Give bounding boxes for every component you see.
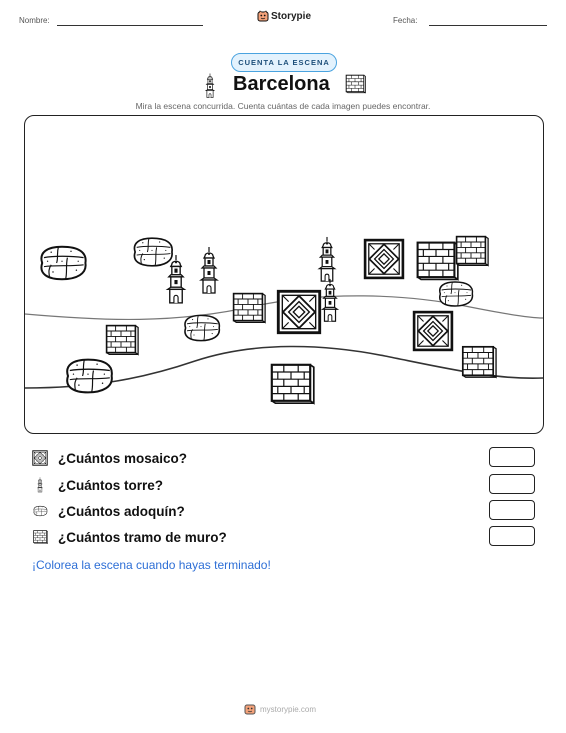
date-label: Fecha: [393, 16, 418, 25]
coloring-note: ¡Colorea la escena cuando hayas terminado! [32, 558, 271, 572]
question-tower [32, 476, 163, 494]
question-text: ¿Cuántos mosaico? [58, 450, 188, 466]
storypie-icon [257, 10, 269, 22]
mosaic-1 [365, 240, 403, 278]
cobblestone-2 [134, 238, 172, 266]
tower-icon [32, 477, 48, 493]
brick-wall-icon [32, 529, 48, 545]
name-label: Nombre: [19, 16, 50, 25]
answer-box-tower[interactable] [489, 474, 535, 494]
name-field[interactable] [57, 25, 203, 26]
tower-3 [319, 237, 334, 281]
wall-2 [457, 237, 489, 266]
brand-logo [257, 10, 311, 22]
date-field[interactable] [429, 25, 547, 26]
cobblestone-1 [41, 247, 85, 279]
instructions: Mira la escena concurrida. Cuenta cuántas de cada imagen puedes encontrar. [135, 101, 431, 111]
activity-badge: CUENTA LA ESCENA [231, 53, 337, 72]
footer-site: mystorypie.com [260, 704, 317, 714]
question-text: ¿Cuántos tramo de muro? [58, 529, 227, 545]
cobblestone-5 [67, 360, 112, 393]
scene-panel [24, 115, 544, 434]
cobblestone-3 [185, 315, 219, 340]
page-title: Barcelona [233, 73, 330, 95]
storypie-icon [244, 703, 256, 715]
question-cobblestone [32, 502, 185, 520]
wall-6 [272, 365, 314, 403]
mosaic-2 [278, 291, 319, 332]
question-mosaic [32, 449, 187, 467]
scene-illustration [25, 116, 543, 433]
cobblestone-4 [440, 282, 473, 306]
question-text: ¿Cuántos torre? [58, 477, 164, 493]
brick-wall-icon [344, 74, 366, 94]
wall-5 [463, 347, 496, 377]
tower-4 [323, 279, 338, 321]
tower-1 [168, 255, 185, 303]
wall-3 [234, 294, 266, 323]
cobblestone-icon [32, 503, 48, 519]
wall-1 [418, 243, 458, 280]
wall-4 [107, 326, 139, 355]
question-text: ¿Cuántos adoquín? [58, 503, 185, 519]
brand-name: Storypie [271, 10, 312, 22]
answer-box-cobblestone[interactable] [489, 500, 535, 520]
question-wall [32, 528, 227, 546]
mosaic-3 [414, 312, 452, 350]
tower-2 [201, 247, 217, 293]
answer-box-wall[interactable] [489, 526, 535, 546]
answer-box-mosaic[interactable] [489, 447, 535, 467]
tower-icon [203, 73, 217, 99]
footer [244, 703, 316, 715]
mosaic-tile-icon [32, 450, 48, 466]
